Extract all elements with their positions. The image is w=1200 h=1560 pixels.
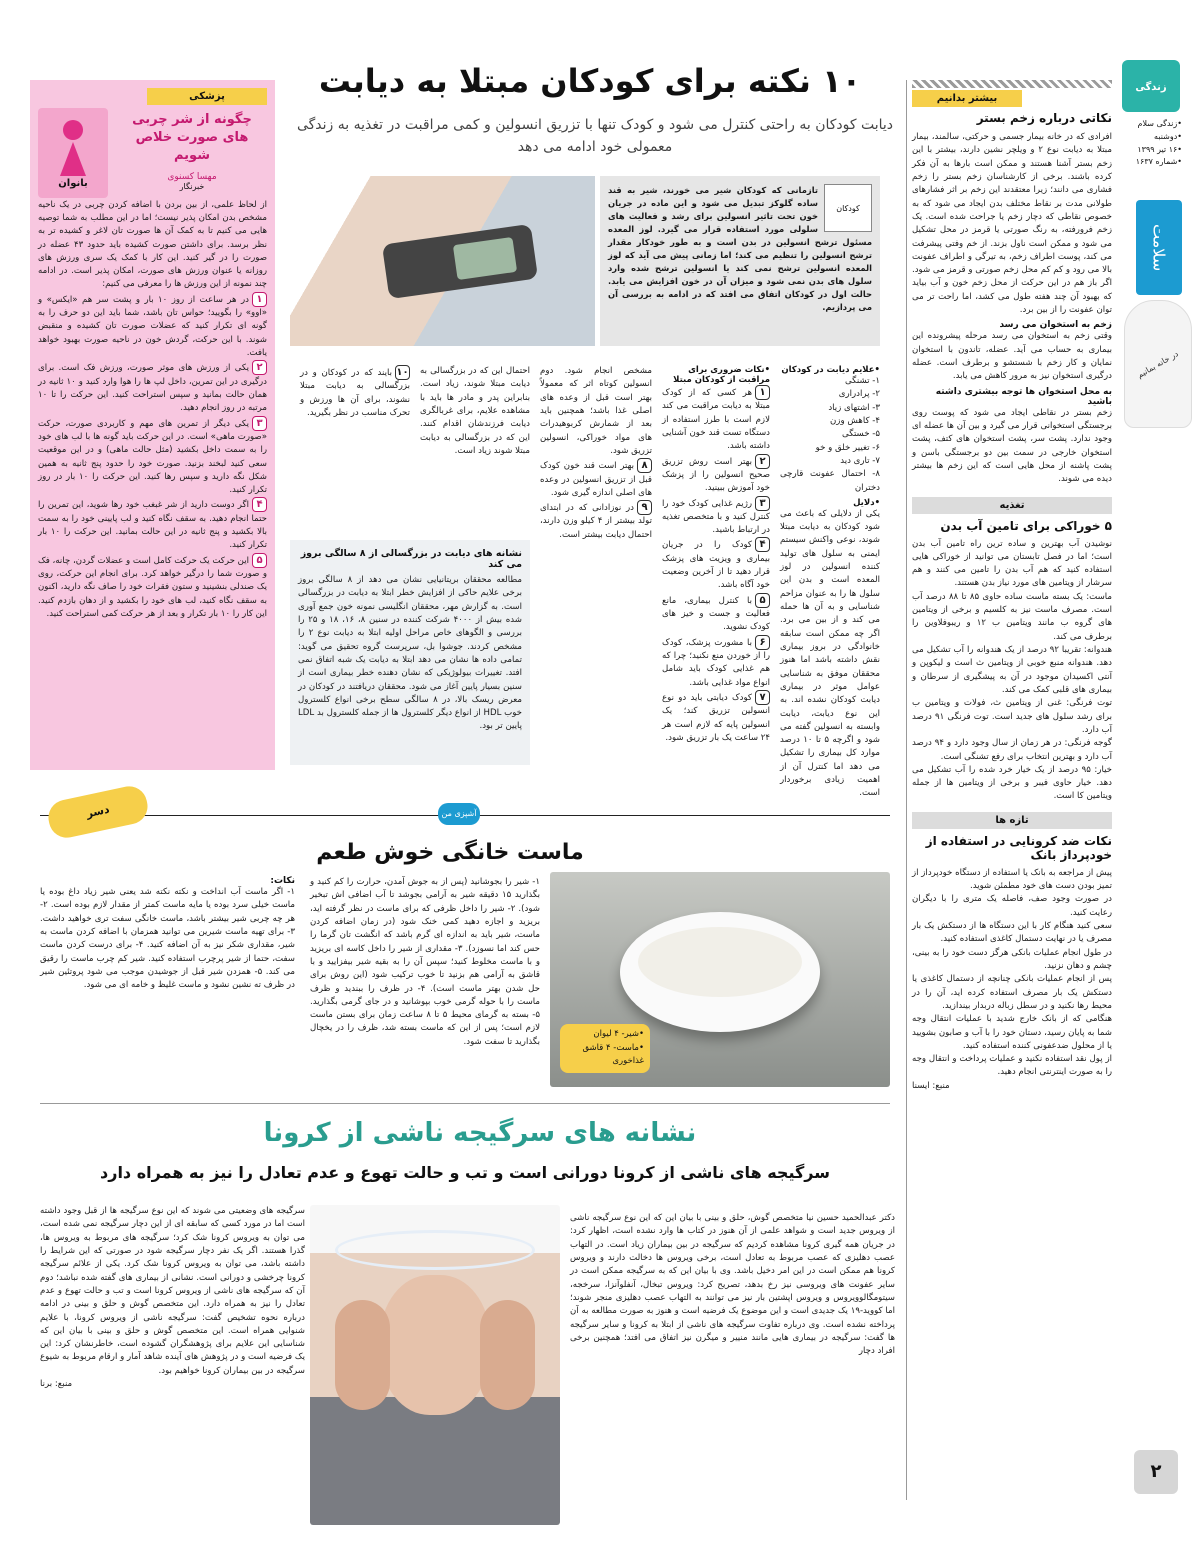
women-item: ۱در هر ساعت از روز ۱۰ بار و پشت سر هم «ایکس» و «اوو» را بگویید؛ حواس تان باشد، شما باید این دو حرف را به گونه ای تکرار کنید که عضلات صورت تان کشیده و منقبض شوند. با این حرکت، گردش خون در ناحیه صورت بهبود خواهد یافت. [38,293,267,358]
diabetes-col-symptoms [780,365,880,801]
corona-left-text: سرگیجه های وضعیتی می شوند که این نوع سرگیجه ها از قبل وجود داشته است اما در مورد کسی که سابقه ای از این دچار سرگیجه نمی شده است، می توان به ویروس کرونا شک کرد؛ سرگیجه های مربوط به ویروس ها، گذرا هستند. اگر یک نفر دچار سرگیجه شود در صورتی که این شرایط را داشته باشد، می توان به ویروس کرونا شک کرد. یکی از علائم سرگیجه کرونا چرخشی و دورانی است. نشانی از بیماری های گفته شده نباشد؛ دوم آن که سرگیجه های ناشی از ویروس کرونا است و تب و حالت تهوع و عدم تعادل را نیز به همراه دارد. این متخصص گوش و حلق و بینی در ادامه درباره نحوه تشخیص گفت: سرگیجه ناشی از ویروس کرونا، با علایم شنوایی همراه است. این متخصص گوش و حلق و بینی با بیان این که شناسایی این علایم برای پژوهشگران گشوده است، خاطرنشان کرد: این یک فرضیه است و در پژوهش های آینده شاهد آمار و ارقام مربوط به شیوع سرگیجه در بین بیماران کرونا خواهیم بود. [40,1206,305,1376]
column-rule [906,80,907,1500]
right-column [912,80,1112,1093]
tip-item: ۳رژیم غذایی کودک خود را کنترل کنید و با متخصص تغذیه در ارتباط باشید. [662,497,770,536]
diabetes-col-tips [662,365,770,745]
ingredients-box [560,1024,650,1073]
women-title: چگونه از شر چربی های صورت خلاص شویم [132,112,252,164]
meta-item: •۱۶ تیر ۱۳۹۹ [1137,144,1182,154]
women-column [30,80,275,770]
recipe-steps: ۱- شیر را بجوشانید (پس از به جوش آمدن، حرارت را کم کنید و بگذارید ۱۵ دقیقه شیر به آرامی بجوشد تا آب اضافی اش تبخیر شود). ۲- شیر را داخل ظرفی که برای ماست در نظر گرفته اید، بریزید و اجازه دهید کمی خنک شود (در زمان اضافه کردن ماست، شیر باید به اندازه ای گرم باشد که انگشت تان گرما را حس کند اما نسوزد). ۳- مقداری از شیر را داخل کاسه ای بریزید و با ماست مخلوط کنید؛ سپس آن را به بقیه شیر بیفزایید و با قاشق به آرامی هم بزنید تا خوب ترکیب شود (این روش برای حل شدن بهتر ماست است). ۴- در ظرف را ببندید و ظرف ماست را با حوله گرمی خوب بپوشانید و در جای گرمی بگذارید. ۵- بسته به گرمای محیط ۵ تا ۸ ساعت زمان برای بستن ماست لازم است؛ پس از این که ماست بسته شد، ظرف را در یخچال بگذارید تا سفت شود. [310,877,540,1047]
recipe-title: ماست خانگی خوش طعم [316,840,584,865]
tip-item: ۲بهتر است روش تزریق صحیح انسولین را از پزشک خود آموزش ببینید. [662,455,770,494]
diabetes-title: ۱۰ نکته برای کودکان مبتلا به دیابت [318,62,862,100]
diabetes-lead: دیابت کودکان به راحتی کنترل می شود و کودک تنها با تزریق انسولین و کمی مراقبت در تغذیه به زندگی معمولی خود ادامه می دهد [296,117,894,155]
section-tab [1136,200,1182,295]
recipe-mini-tag: آشپزی من [438,803,480,825]
glucometer-photo [290,176,595,346]
tag-news: تازه ها [912,812,1112,829]
yogurt-photo [550,872,890,1087]
meta-item: •دوشنبه [1154,131,1182,141]
women-item: ۴اگر دوست دارید از شر غبغب خود رها شوید، این تمرین را حتما انجام دهید. به سقف نگاه کنید و لب پایینی خود را به سمت بالا بکشید و پنج ثانیه در این حالت بمانید. این حرکت را ۱۰ بار تکرار کنید. [38,499,267,551]
section-label: سلامت [1149,223,1169,272]
diabetes-col-4 [290,365,530,458]
body-bone-care: زخم بستر در نقاطی ایجاد می شود که پوست روی برجستگی استخوانی قرار می گیرد و بین آن ها عضله ای وجود ندارد. پشت سر، پشت استخوان های کتف، پشت استخوان خارجی در سمت بین دو برجستگی باسن و پشت پاشنه از محل هایی است که این زخم ها بیشتر دیده می شوند. [912,407,1112,485]
kids-box-text: تازمانی که کودکان شیر می خورند، شیر به قند ساده گلوکز تبدیل می شود و این ماده در جریان خون تحت تاثیر انسولین برای رشد و فعالیت های سلولی مورد استفاده قرار می گیرد. لوز المعده مسئول ترشح انسولین در بدن است و به طور خودکار مقدار ترشح انسولین را تنظیم می کند؛ اما زمانی پیش می آید که لوز المعده انسولین ترشح نمی کند یا انسولین ترشح شده وارد سلول های بدن نمی شود و میزان آن در خون افزایش می یابد. حالت اول در کودکان اتفاق می افتد که در ادامه به بررسی آن می پردازیم. [608,185,872,313]
women-author: مهسا کسنوی [167,171,217,182]
recipe-tips-title: نکات: [270,876,295,886]
masthead-meta [1120,118,1182,169]
corona-rule [40,1103,890,1104]
recipe-tips: ۱- اگر ماست آب انداخت و نکته نکته شد یعنی شیر زیاد داغ بوده یا ماست خیلی سرد بوده یا مایه ماست کمتر از مقدار لازم بوده است. ۲- هر چه چربی شیر بیشتر باشد، ماست خانگی سفت تری خواهید داشت. ۳- برای تهیه ماست شیرین می توانید همزمان با اضافه کردن ماست به شیر، مقداری شکر نیز به آن اضافه کنید. ۴- برای درست کردن ماست سفت، حتما از شیر پرچرب استفاده کنید. شیر کم چرب ماست را رقیق می کند. ۵- همزدن شیر قبل از جوشیدن موجب می شود پروتئین شیر در ظرف ته نشین نشود و ماست غلیظ و خامه ای می شود. [40,887,295,991]
item-atm: پیش از مراجعه به بانک یا استفاده از دستگاه خودپرداز از تمیز بودن دست های خود مطمئن شوید. [912,867,1112,892]
corona-col-right: دکتر عبدالحمید حسین نیا متخصص گوش، حلق و بینی با بیان این که این نوع سرگیجه ناشی از ویروس جدید است و شواهد علمی از آن هنوز در کتاب ها وارد نشده است، اظهار کرد: در جریان همه گیری کرونا مشاهده کردیم که سرگیجه در بین بیماران زیاد است. در التهاب عصب دهلیزی که عصب مربوط به تعادل است، برخی ویروس ها دخالت دارند و ویروس کرونا هم ممکن است در این امر دخیل باشد. وی با بیان این که به سرگیجه ممکن است در سایر عفونت های ویروسی نیز رخ بدهد، تصریح کرد: ویروس تبخال، آنفلوآنزا، سرخجه، سیتومگالوویروس و ویروس اپشتین بار نیز می توانند به التهاب عصب دهلیزی منجر شوند؛ اما کووید-۱۹ یک جدیدی است و این موضوع یک فرضیه است و هنوز به صورت مطالعه به آن پرداخته نشده است. وی درباره تفاوت سرگیجه های ناشی از ابتلا به کرونا و سایر سرگیجه ها گفت: سرگیجه در بیماری هایی مانند منییر و میگرن نیز اتفاق می افتد؛ همچنین برخی افراد دچار [570,1213,895,1357]
corona-col-left [40,1205,305,1391]
symptom: ۶- تغییر خلق و خو [815,442,880,453]
title-hydration: ۵ خوراکی برای تامین آب بدن [940,518,1112,533]
kids-box [600,176,880,346]
logo-text: زندگی سلام [1135,82,1167,147]
tag-more: بیشتر بدانیم [912,90,1022,107]
page-number: ۲ [1134,1450,1178,1494]
tag-nutrition: تغذیه [912,497,1112,514]
item-hydration: خیار: ۹۵ درصد از یک خیار خرد شده را آب تشکیل می دهد. خیار حاوی فیبر و برخی از ویتامین ها از جمله ویتامین کا است. [912,764,1112,802]
symptom: ۵- خستگی [842,429,880,440]
item-atm: در طول انجام عملیات بانکی هرگز دست خود را به بینی، چشم و دهان نزنید. [912,947,1112,971]
adult-diabetes-box [290,540,530,765]
women-badge-label: بانوان [58,178,88,189]
women-badge [38,108,108,198]
tip-item: ۶با مشورت پزشک، کودک را از خوردن منع نکنید؛ چرا که هم غذایی کودک باید شامل انواع مواد غذایی باشد. [662,636,770,688]
item-atm: هنگامی که از بانک خارج شدید با عملیات انتقال وجه شما به پایان رسید، دستان خود را با آب و صابون بشویید یا از محلول ضدعفونی کننده استفاده کنید. [912,1014,1112,1051]
body-hydration: نوشیدن آب بهترین و ساده ترین راه تامین آب بدن است؛ اما در فصل تابستان می توانید از خوراکی هایی استفاده کنید که هم آب بدن را تامین می کنند و هم سرشار از ویتامین های مورد نیاز بدن هستند. [912,538,1112,589]
diabetes-col-3 [540,365,652,542]
meta-item: •زندگی سلام [1137,119,1182,128]
women-intro: از لحاظ علمی، از بین بردن با اضافه کردن چربی در یک ناحیه مشخص بدن امکان پذیر نیست؛ اما در این مطلب به شما توصیه هایی می کنیم تا به کمک آن ها صورت تان لاغر و کشیده تر به نظر برسد. برای داشتن صورت کشیده باید حدود ۴۳ عضله در صورت را در گیر کنید. این کار با کمک یک سری ورزش های روزانه یا عنوان ورزش های صورت، امکان پذیر است. در ادامه چند نمونه از این ورزش ها را معرفی می کنیم: [38,199,267,290]
item-hydration: ماست: یک بسته ماست ساده حاوی ۸۵ تا ۸۸ درصد آب است. مصرف ماست نیز به کلسیم و برخی از ویتامین های گروه ب مانند ویتامین ب ۱۲ و ریبوفلاوین را برطرف می کند. [912,591,1112,642]
sub-bone: زخم به استخوان می رسد [999,320,1112,331]
women-item: ۳یکی دیگر از تمرین های مهم و کاربردی صورت، حرکت «صورت ماهی» است. در این حرکت باید گونه ها با لب های خود را به سمت داخل بکشید (مثل حالت ماهی) و در این موقعیت سعی کنید لبخند بزنید. صورت خود را حدود پنج ثانیه به همین شکل نگه دارید و سپس رها کنید. این حرکت را ۱۰ بار در روز تکرار کنید. [38,417,267,496]
adult-diabetes-text: مطالعه محققان بریتانیایی نشان می دهد از ۸ سالگی بروز برخی علایم حاکی از افزایش خطر ابتلا به دیابت در بزرگسالی است. به گزارش مهر، محققان انگلیسی نمونه خون جمع آوری شده بیش از ۴۰۰۰ شرکت کننده در سنین ۸، ۱۶، ۱۸ و ۲۵ را بررسی و الگوهای خاص مراحل اولیه ابتلا به دیابت نوع ۲ را مشخص کردند. جوشوا بل، سرپرست گروه تحقیق می گوید: تمامی داده ها نشان می دهد ابتلا به دیابت یک شبه اتفاق نمی افتد. تغییرات بیولوژیکی که نشان دهنده خطر بیماری است از سنین بسیار پایین آغاز می شود. محققان دریافتند در کودکان در معرض ریسک بالا، در ۸ سالگی سطح برخی انواع کلسترول خوب HDL از انواع دیگر کلسترول ها از جمله کلسترول بد LDL پایین تر بود. [298,575,522,732]
women-tag: پزشکی [147,88,267,105]
col4-text: احتمال این که در بزرگسالی به دیابت مبتلا شوند، زیاد است. بنابراین پدر و مادر ها باید با مشاهده علایم، برای غربالگری دیابت فرزندشان اقدام کنند. این که در بزرگسالی به دیابت مبتلا شوند زیاد است. [420,366,530,456]
item-hydration: گوجه فرنگی: در هر زمان از سال وجود دارد و ۹۴ درصد آب دارد و بهترین انتخاب برای رفع تشنگی است. [912,738,1112,762]
body-bedsore: افرادی که در خانه بیمار جسمی و حرکتی، سالمند، بیمار مبتلا به دیابت نوع ۲ و ویلچر نشین دارند، بیشتر با این زخم بستر آشنا هستند و ممکن است بارها به آن فکر کرده باشند. برخی از کارشناسان زخم بستر را زخم فشاری می دانند؛ زیرا معتقدند این زخم بر اثر فشارهای طولانی مدت بر نقاط مختلف بدن ایجاد می شود که به خصوص نقاطی که دچار زخم یا جراحت شده است. یک زخم فرورفته، به رنگ صورتی یا قرمز در محل تشکیل می شود و ممکن است ناول بزند. از خم وفتی پیشرفت می کند، پوست اطراف زخم، به تیرگی و اطراف عفونت بالا می رود و کم کم محل زخم صورتی و قرمز می شود. اگر باز هم در این حرکت از محل زخم خون و آب بیاید که بهبود آن چند هفته طول می کشد، اما راحت تر می توان عفونت را از بین برد. [912,132,1112,316]
divider [912,80,1112,88]
cause-title: •دلایل [853,497,880,508]
body-bone: وقتی زخم به استخوان می رسد مرحله پیشرونده این بیماری به حساب می آید. عضله، تاندون با استخوان نمایان و کار زخم با شستشو و برطرف است. عضله درگیری استخوان نیز به مرور کاهش می یابد. [912,331,1112,382]
women-item: ۵این حرکت یک حرکت کامل است و عضلات گردن، چانه، فک و صورت شما را درگیر خواهد کرد. برای انجام این حرکت، روی یک صندلی بنشینید و ستون فقرات خود را صاف نگه دارید، اکنون به سقف نگاه کنید، لب های خود را بکشید و از دهان بازدم کنید. این کار را ۱۰ بار تکرار و بعد از هر حرکت کمی استراحت کنید. [38,554,267,619]
kids-tag: کودکان [824,184,872,232]
title-bedsore: نکاتی درباره زخم بستر [976,111,1112,125]
women-author-role: خبرنگار [179,181,205,191]
recipe-tag: دسر [45,783,151,841]
symptom: ۷- تاری دید [840,455,880,466]
item-atm: در صورت وجود صف، فاصله یک متری را با دیگران رعایت کنید. [912,894,1112,918]
tip-item: ۹در نوزادانی که در ابتدای تولد بیشتر از ۴ کیلو وزن دارند، احتمال دیابت بیشتر است. [540,502,652,540]
tip-item: ۸بهتر است قند خون کودک قبل از تزریق انسولین در وعده های اصلی اندازه گیری شود. [540,460,652,498]
col3-text: مشخص انجام شود. دوم انسولین کوتاه اثر که معمولاً بهتر است قبل از وعده های اصلی غذا باشد؛ همچنین باید بعد از شمارش کربوهیدرات های مواد خوراکی، انسولین تزریق شود. [540,366,652,456]
dizzy-man-photo [310,1205,560,1525]
item-atm: سعی کنید هنگام کار با این دستگاه ها از دستکش یک بار مصرف یا در نهایت دستمال کاغذی استفاده کنید. [912,921,1112,945]
cause-text: یکی از دلایلی که باعث می شود کودکان به دیابت مبتلا شوند، نوعی واکنش سیستم ایمنی به سلول های تولید کننده انسولین در لوز المعده است و بدن این سلول ها را به عنوان مزاحم شناسایی و به آن ها حمله می کند و از بین می برد. اگر چه ممکن است سابقه خانوادگی در بروز بیماری نقش داشته باشد اما هنوز محققان موفق به شناسایی عوامل موثر در بیماری دیابت کودکان نشده اند. به این نوع دیابت، دیابت وابسته به انسولین گفته می شود و اگرچه ۵ تا ۱۰ درصد موارد کل بیماری را تشکیل می دهد اما کنترل آن از اهمیت زیادی برخوردار است. [780,508,880,799]
meta-item: •شماره ۱۶۳۷ [1135,157,1182,167]
tip-item: ۱۰بایند که در کودکان و در بزرگسالی به دیابت مبتلا نشوند، برای آن ها ورزش و تحرک مناسب در نظر بگیرید. [300,367,410,418]
ingredient: •ماست- ۴ قاشق غذاخوری [582,1042,644,1067]
tip-item: ۷کودک دیابتی باید دو نوع انسولین تزریق کند؛ یک انسولین پایه که لازم است هر ۲۴ ساعت یک بار تزریق شود. [662,691,770,743]
symptom: ۸- احتمال عفونت قارچی دختران [780,469,880,493]
title-atm: نکات ضد کرونایی در استفاده از خودپرداز بانک [925,833,1112,862]
women-item: ۲یکی از ورزش های موثر صورت، ورزش فک است. برای درگیری در این تمرین، داخل لپ ها را هوا وارد کنید و ۱۰ ثانیه در همان حالت بمانید و سپس استراحت کنید. این حرکت را تا ۱۰ مرتبه در روز انجام دهید. [38,362,268,414]
symptom: ۴- کاهش وزن [830,415,880,426]
symptom: ۲- پرادراری [838,389,880,400]
recipe-tips-col [40,876,295,993]
adult-diabetes-title: نشانه های دیابت در بزرگسالی از ۸ سالگی بروز می کند [300,548,522,570]
sub-bone-care: به محل استخوان ها توجه بیشتری داشته باشید [935,386,1112,407]
symptom: ۱- تشنگی [844,376,880,386]
item-atm: از پول نقد استفاده نکنید و عملیات پرداخت و انتقال وجه را به صورت اینترنتی انجام دهید. [912,1054,1112,1078]
tip-item: ۵با کنترل بیماری، مانع فعالیت و جست و خیز های کودک نشوید. [662,594,770,633]
corona-lead: سرگیجه های ناشی از کرونا دورانی است و تب و حالت تهوع و عدم تعادل را نیز به همراه دارد [100,1163,830,1182]
item-atm: پس از انجام عملیات بانکی چنانچه از دستمال کاغذی یا دستکش یک بار مصرف استفاده کرده اید، آن را در محیط رها نکنید و در سطل زباله دربدار بیندازید. [912,974,1112,1011]
mask-text: در خانه بمانیم [1135,348,1181,380]
corona-title: نشانه های سرگیجه ناشی از کرونا [263,1118,697,1148]
woman-icon [63,120,83,140]
symptoms-title: •علایم دیابت در کودکان [781,365,880,375]
tip-item: ۱هر کسی که از کودک مبتلا به دیابت مراقبت می کند لازم است با طرز استفاده از دستگاه تست قند خون آشنایی داشته باشد. [662,387,770,452]
source-atm: منبع: ایسنا [912,1080,950,1091]
symptom: ۳- اشتهای زیاد [828,402,880,413]
ingredient: •شیر- ۴ لیوان [593,1029,644,1040]
corona-source: منبع: برنا [40,1379,73,1390]
mask-image [1124,300,1192,428]
item-hydration: توت فرنگی: غنی از ویتامین ث، فولات و ویتامین ب برای رشد سلول های جدید است. توت فرنگی ۹۱ درصد آب دارد. [912,698,1112,735]
item-hydration: هندوانه: تقریبا ۹۲ درصد از یک هندوانه را آب تشکیل می دهد. هندوانه منبع خوبی از ویتامین ث است و لیکوپن و آنتی اکسیدان موجود در آن به پیشگیری از سرطان و بیماری های قلبی کمک می کند. [912,645,1112,695]
tip-item: ۴کودک را در جریان بیماری و ویزیت های پزشک قرار دهید تا از آخرین وضعیت خود آگاه باشد. [662,539,770,591]
tips-title: •نکات ضروری برای مراقبت از کودکان مبتلا [673,365,770,385]
